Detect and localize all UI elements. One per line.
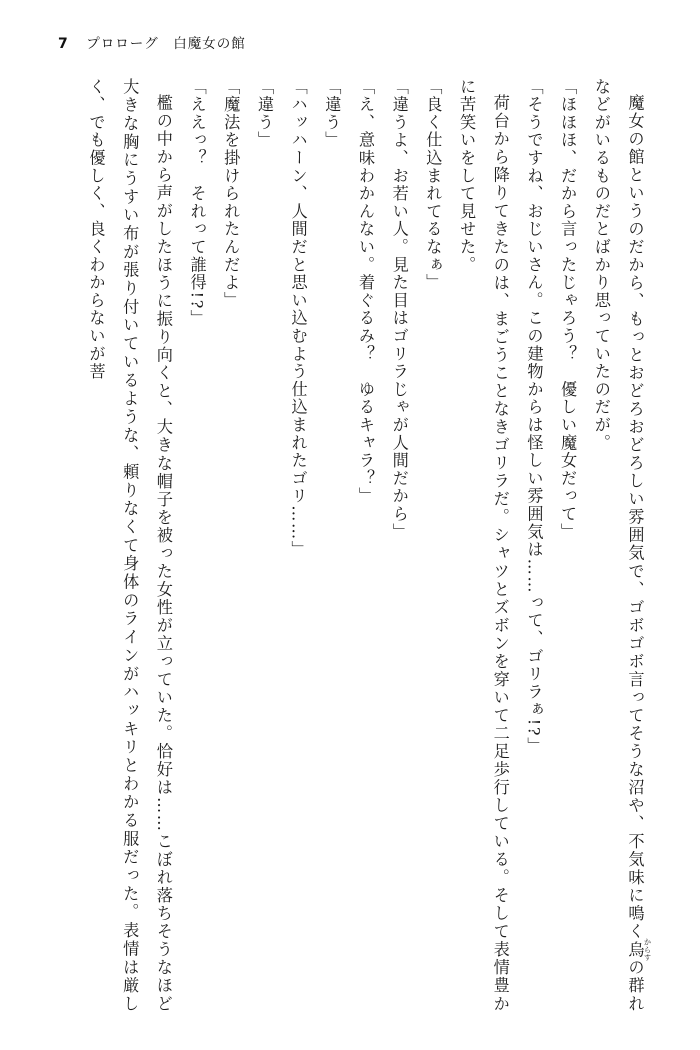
paragraph: 荷台から降りてきたのは、まごうことなきゴリラだ。シャツとズボンを穿いて二足歩行している。そして表情豊かに苦笑いをして見せた。: [457, 78, 510, 1013]
paragraph: 「違う」: [322, 78, 342, 150]
paragraph: 「魔法を掛けられたんだよ」: [221, 78, 241, 310]
paragraph: 檻の中から声がしたほうに振り向くと、大きな帽子を被った女性が立っていた。恰好は……こぼれ落ちそうなほど大きな胸にうすい布が張り付いているような、頼りなくて身体のラインがハッキリとわかる服だった。表情は厳しく、でも優しく、良くわからないが菩: [86, 78, 173, 1013]
paragraph: 「え、意味わかんない。着ぐるみ？ ゆるキャラ？」: [356, 78, 375, 506]
paragraph: [584, 78, 652, 1013]
ruby-reading: からす: [643, 938, 653, 962]
paragraph-part-b: の群れなどがいるものだとばかり思っていたのだが。: [591, 78, 645, 1013]
paragraph: 「違うよ、お若い人。見た目はゴリラじゃが人間だから」: [389, 78, 409, 541]
paragraph: 「そうですね、おじいさん。この建物からは怪しい雰囲気は……って、ゴリラぁ!?」: [524, 78, 544, 755]
running-head: [58, 32, 246, 52]
paragraph-part-a: 魔女の館というのだから、もっとおどろおどろしい雰囲気で、ゴボゴボ言ってそうな沼や、不気味に鳴く: [625, 94, 645, 942]
paragraph: 「ほほほ、だから言ったじゃろう？ 優しい魔女だって」: [558, 78, 578, 541]
ruby-karasu: 烏 からす: [625, 938, 653, 962]
chapter-title: プロローグ 白魔女の館: [86, 36, 246, 52]
page-number: 7: [58, 36, 69, 52]
paragraph: 「ええっ？ それって誰得!?」: [187, 78, 207, 328]
page-body: [48, 78, 652, 1013]
paragraph: 「良く仕込まれてるなぁ」: [423, 78, 443, 292]
paragraph: 「ハッハーン、人間だと思い込むよう仕込まれたゴリ……」: [288, 78, 308, 559]
paragraph: 「違う」: [254, 78, 274, 150]
vertical-text-column: [48, 78, 652, 1013]
